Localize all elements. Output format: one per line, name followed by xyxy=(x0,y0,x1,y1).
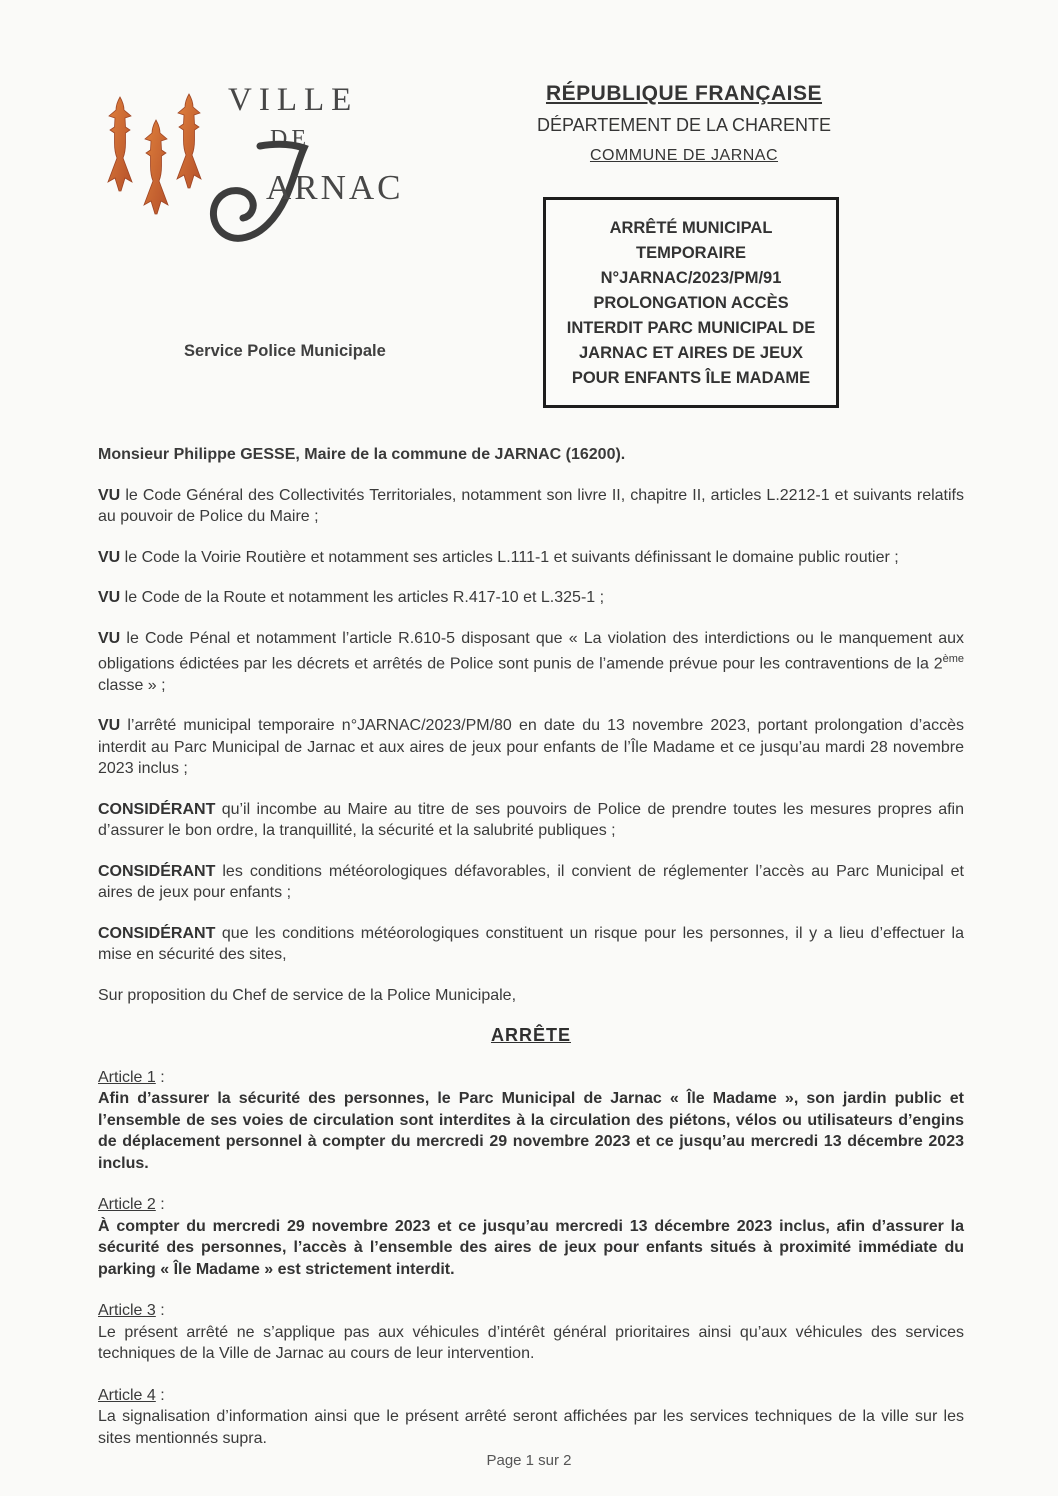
article-2 xyxy=(98,1194,964,1280)
recital-considerant-2: CONSIDÉRANT les conditions météorologiques défavorables, il convient de réglementer l’accès au Parc Municipal et aires de jeux pour enfants ; xyxy=(98,862,964,902)
logo-de-text: DE xyxy=(270,126,310,152)
title-line: INTERDIT PARC MUNICIPAL DE xyxy=(566,319,816,337)
page-number-footer: Page 1 sur 2 xyxy=(486,1452,572,1469)
recital-vu-4: VU le Code Pénal et notamment l’article R.610-5 disposant que « La violation des interdictions ou le manquement aux obligations édictées par les décrets et arrêtés de Police sont punis de l’amende prévue pour les contraventions de la 2ème classe » ; xyxy=(98,629,964,694)
title-line: JARNAC ET AIRES DE JEUX xyxy=(578,344,803,362)
article-4-heading: Article 4 : xyxy=(98,1386,165,1404)
title-line: TEMPORAIRE xyxy=(635,244,746,262)
commune-title: COMMUNE DE JARNAC xyxy=(589,147,779,164)
article-4 xyxy=(98,1385,964,1450)
decree-title-box xyxy=(543,197,839,408)
title-line: POUR ENFANTS ÎLE MADAME xyxy=(571,369,811,387)
article-4-body: La signalisation d’information ainsi que le présent arrêté seront affichées par les services techniques de la ville sur les sites mentionnés supra. xyxy=(98,1408,964,1447)
logo-arnac-text: ARNAC xyxy=(266,168,404,207)
article-3-body: Le présent arrêté ne s’applique pas aux véhicules d’intérêt général prioritaires ainsi qu’aux véhicules des services techniques de la Ville de Jarnac au cours de leur intervention. xyxy=(98,1323,964,1363)
article-2-heading: Article 2 : xyxy=(98,1196,165,1214)
article-2-body: À compter du mercredi 29 novembre 2023 et ce jusqu’au mercredi 13 décembre 2023 inclus, afin d’assurer la sécurité des personnes, l’accès à l’ensemble des aires de jeux pour enfants situés à proximité immédiate du parking « Île Madame » est strictement interdit. xyxy=(98,1217,964,1278)
government-header xyxy=(498,82,870,165)
title-line: PROLONGATION ACCÈS xyxy=(593,294,789,312)
arrete-heading: ARRÊTE xyxy=(490,1025,571,1046)
mayor-intro-line: Monsieur Philippe GESSE, Maire de la commune de JARNAC (16200). xyxy=(98,446,626,463)
recital-vu-3: VU le Code de la Route et notamment les articles R.417-10 et L.325-1 ; xyxy=(98,589,605,606)
article-3 xyxy=(98,1300,964,1365)
recital-vu-2: VU le Code la Voirie Routière et notamment ses articles L.111-1 et suivants définissant le domaine public routier ; xyxy=(98,548,899,566)
article-1-heading: Article 1 : xyxy=(98,1068,165,1086)
title-line: N°JARNAC/2023/PM/91 xyxy=(600,269,782,287)
recital-vu-5: VU l’arrêté municipal temporaire n°JARNAC/2023/PM/80 en date du 13 novembre 2023, portant prolongation d’accès interdit au Parc Municipal de Jarnac et aux aires de jeux pour enfants de l’Île Madame et ce jusqu’au mardi 28 novembre 2023 inclus ; xyxy=(98,717,964,778)
logo-ville-text: VILLE xyxy=(228,82,359,118)
republique-title: RÉPUBLIQUE FRANÇAISE xyxy=(545,82,823,105)
article-1-body: Afin d’assurer la sécurité des personnes, le Parc Municipal de Jarnac « Île Madame », son jardin public et l’ensemble de ses voies de circulation sont interdites à la circulation des piétons, vélos ou utilisateurs d’engins de déplacement personnel à compter du mercredi 29 novembre 2023 et ce jusqu’au mercredi 13 décembre 2023 inclus. xyxy=(98,1090,964,1172)
document-body xyxy=(98,444,964,1469)
article-3-heading: Article 3 : xyxy=(98,1302,165,1320)
service-label: Service Police Municipale xyxy=(184,342,386,360)
recital-considerant-1: CONSIDÉRANT qu’il incombe au Maire au titre de ses pouvoirs de Police de prendre toutes les mesures propres afin d’assurer le bon ordre, la tranquillité, la sécurité et la salubrité publiques ; xyxy=(98,800,964,840)
recital-vu-1: VU le Code Général des Collectivités Territoriales, notamment son livre II, chapitre II, articles L.2212-1 et suivants relatifs au pouvoir de Police du Maire ; xyxy=(98,486,964,525)
title-line: ARRÊTÉ MUNICIPAL xyxy=(609,219,773,237)
departement-title: DÉPARTEMENT DE LA CHARENTE xyxy=(536,115,832,135)
proposition-line: Sur proposition du Chef de service de la Police Municipale, xyxy=(98,986,517,1004)
recital-considerant-3: CONSIDÉRANT que les conditions météorologiques constituent un risque pour les personnes, il y a lieu d’effectuer la mise en sécurité des sites, xyxy=(98,924,964,964)
article-1 xyxy=(98,1067,964,1175)
